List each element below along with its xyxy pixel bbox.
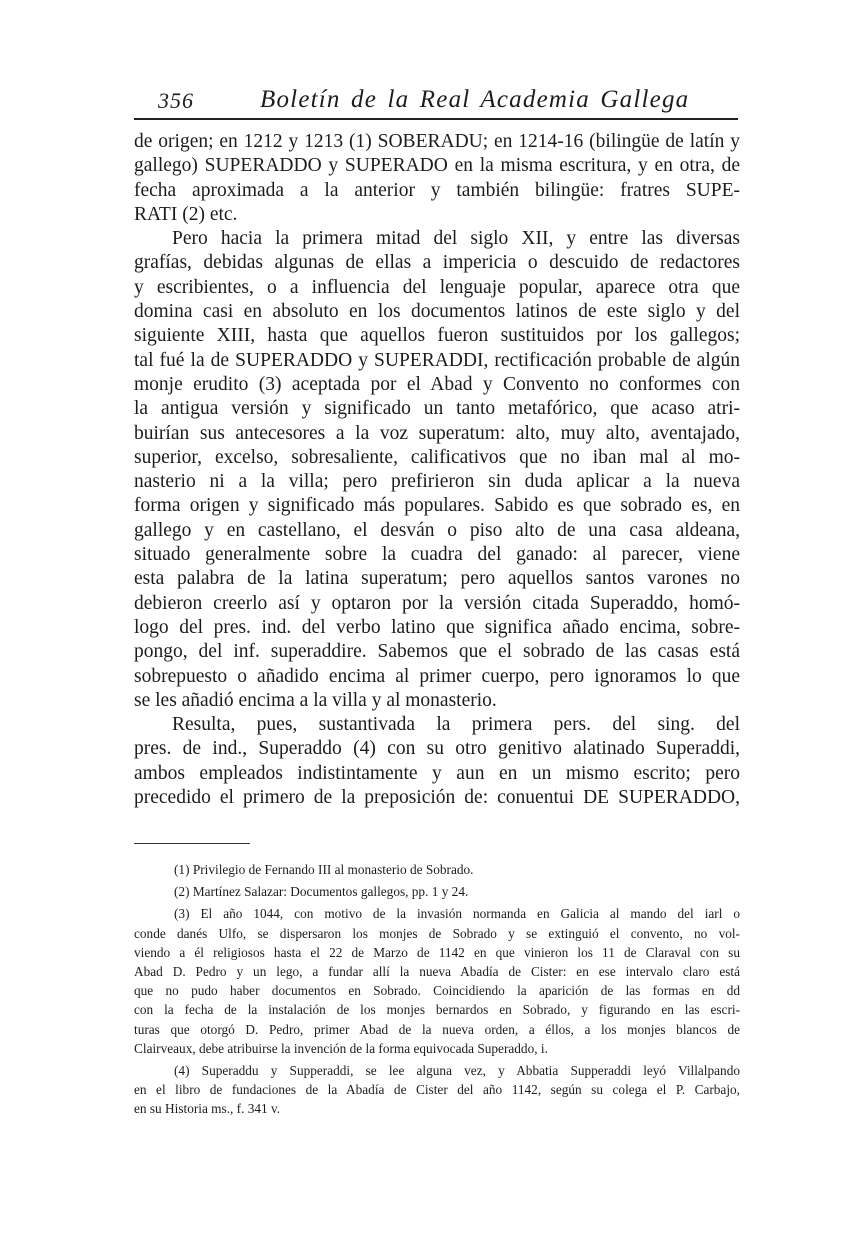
footnote-line: (3) El año 1044, con motivo de la invasión normanda en Galicia al mando del iarl o <box>174 906 740 922</box>
body-line: sobrepuesto o añadido encima al primer cuerpo, pero ignoramos lo que <box>134 665 740 687</box>
body-line: Resulta, pues, sustantivada la primera pers. del sing. del <box>172 714 740 736</box>
body-line: la antigua versión y significado un tanto metafórico, que acaso atri- <box>134 398 740 420</box>
body-line: gallego) SUPERADDO y SUPERADO en la misma escritura, y en otra, de <box>134 155 740 177</box>
body-line: gallego y en castellano, el desván o piso alto de una casa aldeana, <box>134 519 740 541</box>
footnote-line: que no pudo haber documentos en Sobrado. Coincidiendo la aparición de las formas en dd <box>134 983 740 999</box>
body-line: buirían sus antecesores a la voz superatum: alto, muy alto, aventajado, <box>134 422 740 444</box>
body-line: nasterio ni a la villa; pero prefirieron sin duda aplicar a la nueva <box>134 471 740 493</box>
footnote-4 <box>134 1061 740 1119</box>
body-line: superior, excelso, sobresaliente, calificativos que no iban mal al mo- <box>134 446 740 468</box>
body-line: logo del pres. ind. del verbo latino que significa añado encima, sobre- <box>134 616 740 638</box>
footnote-line: viendo a él religiosos hasta el 22 de Marzo de 1142 en que vinieron los 11 de Claraval con su <box>134 944 740 960</box>
footnote-line: Clairveaux, debe atribuirse la invención de la forma equivocada Superaddo, i. <box>134 1040 548 1056</box>
body-text <box>134 130 740 810</box>
footnote-rule <box>134 843 250 844</box>
footnotes <box>134 860 740 1118</box>
footnote-line: Abad D. Pedro y un lego, a fundar allí la nueva Abadía de Cister: en ese intervalo claro está <box>134 963 740 979</box>
header-rule <box>134 118 738 120</box>
footnote-line: (4) Superaddu y Supperaddi, se lee alguna vez, y Abbatia Supperaddi leyó Villalpando <box>174 1062 740 1078</box>
footnote-line: (1) Privilegio de Fernando III al monasterio de Sobrado. <box>174 862 474 877</box>
body-line: grafías, debidas algunas de ellas a impericia o descuido de redactores <box>134 252 740 274</box>
body-line: tal fué la de SUPERADDO y SUPERADDI, rectificación probable de algún <box>134 349 740 371</box>
body-line: pongo, del inf. superaddire. Sabemos que el sobrado de las casas está <box>134 641 740 663</box>
body-line: fecha aproximada a la anterior y también bilingüe: fratres SUPE- <box>134 179 740 201</box>
body-line: RATI (2) etc. <box>134 203 238 225</box>
body-line: de origen; en 1212 y 1213 (1) SOBERADU; en 1214-16 (bilingüe de latín y <box>134 131 740 152</box>
footnote-line: (2) Martínez Salazar: Documentos gallegos, pp. 1 y 24. <box>174 884 469 900</box>
journal-title: Boletín de la Real Academia Gallega <box>260 86 690 113</box>
body-line: forma origen y significado más populares. Sabido es que sobrado es, en <box>134 495 740 517</box>
body-line: situado generalmente sobre la cuadra del ganado: al parecer, viene <box>134 544 740 566</box>
body-line: pres. de ind., Superaddo (4) con su otro genitivo alatinado Superaddi, <box>134 738 740 760</box>
page-number: 356 <box>158 88 194 113</box>
footnote-1 <box>134 860 740 879</box>
footnote-line: en el libro de fundaciones de la Abadía de Cister del año 1142, según su colega el P. Carbajo, <box>134 1082 740 1098</box>
footnote-2 <box>134 882 740 901</box>
body-line: y escribientes, o a influencia del lenguaje popular, aparece otra que <box>134 276 740 298</box>
running-header <box>152 84 737 120</box>
footnote-line: conde danés Ulfo, se dispersaron los monjes de Sobrado y se extinguió el convento, no vol- <box>134 925 740 941</box>
footnote-line: en su Historia ms., f. 341 v. <box>134 1101 281 1117</box>
footnote-line: turas que otorgó D. Pedro, primer Abad de la nueva orden, a éllos, a los monjes blancos de <box>134 1021 740 1037</box>
body-line: monje erudito (3) aceptada por el Abad y Convento no conformes con <box>134 373 740 395</box>
body-line: esta palabra de la latina superatum; pero aquellos santos varones no <box>134 568 740 590</box>
body-line: Pero hacia la primera mitad del siglo XII, y entre las diversas <box>172 228 740 250</box>
body-line: debieron creerlo así y optaron por la versión citada Superaddo, homó- <box>134 592 740 614</box>
footnote-line: con la fecha de la instalación de los monjes bernardos en Sobrado, y figurando en las escri- <box>134 1002 740 1018</box>
body-line: domina casi en absoluto en los documentos latinos de este siglo y del <box>134 301 740 323</box>
body-line: se les añadió encima a la villa y al monasterio. <box>134 689 497 711</box>
body-line: siguiente XIII, hasta que aquellos fueron sustituidos por los gallegos; <box>134 325 740 347</box>
body-line: ambos empleados indistintamente y aun en un mismo escrito; pero <box>134 762 740 784</box>
body-line: precedido el primero de la preposición de: conuentui DE SUPERADDO, <box>134 787 740 809</box>
footnote-3 <box>134 904 740 1058</box>
